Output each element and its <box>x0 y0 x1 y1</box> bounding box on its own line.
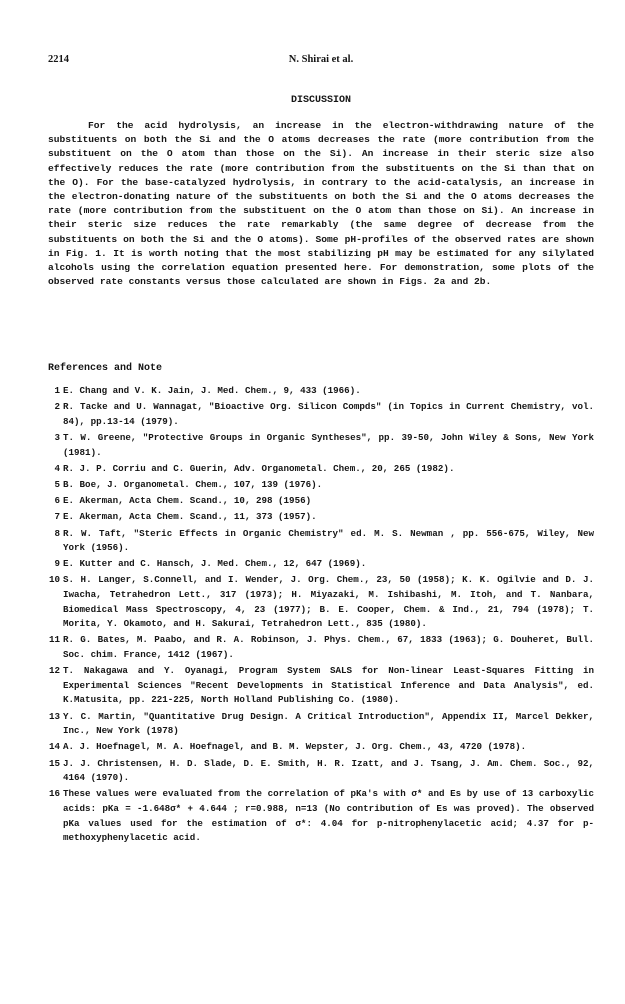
reference-number: 3 <box>54 431 60 443</box>
reference-number: 10 <box>48 574 60 586</box>
reference-text: E. Akerman, Acta Chem. Scand., 11, 373 (1957). <box>63 511 317 523</box>
reference-item <box>48 710 594 739</box>
reference-number: 8 <box>54 527 60 539</box>
reference-number: 5 <box>54 478 60 490</box>
reference-text: Y. C. Martin, "Quantitative Drug Design. A Critical Introduction", Appendix II, Marcel Dekker, Inc., New York (1978) <box>63 710 594 737</box>
reference-text: T. Nakagawa and Y. Oyanagi, Program System SALS for Non-linear Least-Squares Fitting in Experimental Sciences "Recent Developments in Statistical Inference and Data Analysis", ed. K.Matusita, pp. 221-225, North Holland Publishing Co. (1980). <box>63 665 594 706</box>
reference-item <box>48 633 594 662</box>
reference-text: R. Tacke and U. Wannagat, "Bioactive Org. Silicon Compds" (in Topics in Current Chemistry, vol. 84), pp.13-14 (1979). <box>63 401 594 427</box>
reference-item <box>48 478 594 493</box>
reference-text: These values were evaluated from the correlation of pKa's with σ* and Es by use of 13 carboxylic acids: pKa = -1.648σ* + 4.644 ; r=0.988, n=13 (No contribution of Es was proved). The observed pKa values used for the estimation of σ*: 4.04 for p-nitrophenylacetic acid; 4.37 for p-methoxyphenylacetic acid. <box>63 788 594 844</box>
running-authors: N. Shirai et al. <box>288 54 354 65</box>
references-heading: References and Note <box>48 363 163 374</box>
reference-item <box>48 740 594 755</box>
reference-text: A. J. Hoefnagel, M. A. Hoefnagel, and B. M. Wepster, J. Org. Chem., 43, 4720 (1978). <box>63 741 527 753</box>
reference-list <box>48 384 594 847</box>
reference-text: R. G. Bates, M. Paabo, and R. A. Robinson, J. Phys. Chem., 67, 1833 (1963); G. Douheret, Bull. Soc. chim. France, 1412 (1967). <box>63 634 594 661</box>
reference-number: 6 <box>54 495 60 507</box>
discussion-paragraph: For the acid hydrolysis, an increase in the electron-withdrawing nature of the substituents on both the Si and the O atoms decreases the rate (more contribution from the substituent on the O atom than those on the Si). An increase in their steric size also effectively reduces the rate (more contribution from the substituents on the Si than that on the O). For the base-catalyzed hydrolysis, in contrary to the acid-catalysis, an increase in the electron-donating nature of the substituents on both the Si and the O atoms decreases the rate (more contribution from the substituent on the O atom than those on Si). An increase in their steric size reduces the rate remarkably (the same degree of decrease from the substituents on both the Si and the O atoms). Some pH-profiles of the observed rates are shown in Fig. 1. It is worth noting that the most stabilizing pH may be estimated for any silylated alcohols using the correlation equation presented here. For demonstration, some plots of the observed rate constants versus those calculated are shown in Figs. 2a and 2b. <box>48 120 594 288</box>
reference-number: 4 <box>54 462 60 474</box>
reference-text: E. Akerman, Acta Chem. Scand., 10, 298 (1956) <box>63 495 312 507</box>
reference-item <box>48 527 594 556</box>
reference-number: 7 <box>54 511 60 523</box>
reference-text: T. W. Greene, "Protective Groups in Organic Syntheses", pp. 39-50, John Wiley & Sons, New York (1981). <box>63 431 594 458</box>
reference-number: 13 <box>48 710 60 722</box>
reference-text: R. W. Taft, "Steric Effects in Organic Chemistry" ed. M. S. Newman , pp. 556-675, Wiley, New York (1956). <box>63 527 594 554</box>
reference-item <box>48 510 594 525</box>
reference-text: E. Chang and V. K. Jain, J. Med. Chem., 9, 433 (1966). <box>63 385 361 396</box>
reference-item <box>48 384 594 399</box>
reference-item <box>48 462 594 477</box>
reference-item <box>48 557 594 572</box>
reference-item <box>48 573 594 631</box>
reference-text: S. H. Langer, S.Connell, and I. Wender, J. Org. Chem., 23, 50 (1958); K. K. Ogilvie and D. J. Iwacha, Tetrahedron Lett., 317 (1973); H. Miyazaki, M. Ishibashi, M. Itoh, and T. Nanbara, Biomedical Mass Spectroscopy, 4, 23 (1977); B. E. Cooper, Chem. & Ind., 21, 794 (1978); T. Morita, Y. Okamoto, and H. Sakurai, Tetrahedron Lett., 835 (1980). <box>63 574 594 630</box>
reference-item <box>48 431 594 460</box>
reference-text: B. Boe, J. Organometal. Chem., 107, 139 (1976). <box>63 478 323 490</box>
reference-number: 2 <box>54 401 60 413</box>
reference-item <box>48 494 594 509</box>
reference-item <box>48 757 594 786</box>
reference-item <box>48 787 594 845</box>
reference-item <box>48 664 594 708</box>
discussion-heading: DISCUSSION <box>290 95 351 106</box>
reference-text: R. J. P. Corriu and C. Guerin, Adv. Organometal. Chem., 20, 265 (1982). <box>63 462 455 474</box>
reference-number: 11 <box>48 634 60 646</box>
running-head <box>48 54 594 68</box>
reference-number: 14 <box>48 741 60 753</box>
reference-number: 1 <box>54 385 60 396</box>
reference-number: 16 <box>48 788 60 800</box>
reference-number: 12 <box>48 665 60 677</box>
page-number: 2214 <box>48 54 69 65</box>
reference-text: E. Kutter and C. Hansch, J. Med. Chem., 12, 647 (1969). <box>63 558 367 570</box>
reference-text: J. J. Christensen, H. D. Slade, D. E. Smith, H. R. Izatt, and J. Tsang, J. Am. Chem. Soc., 92, 4164 (1970). <box>63 757 594 784</box>
reference-number: 15 <box>48 757 60 769</box>
reference-number: 9 <box>54 558 60 570</box>
reference-item <box>48 400 594 429</box>
